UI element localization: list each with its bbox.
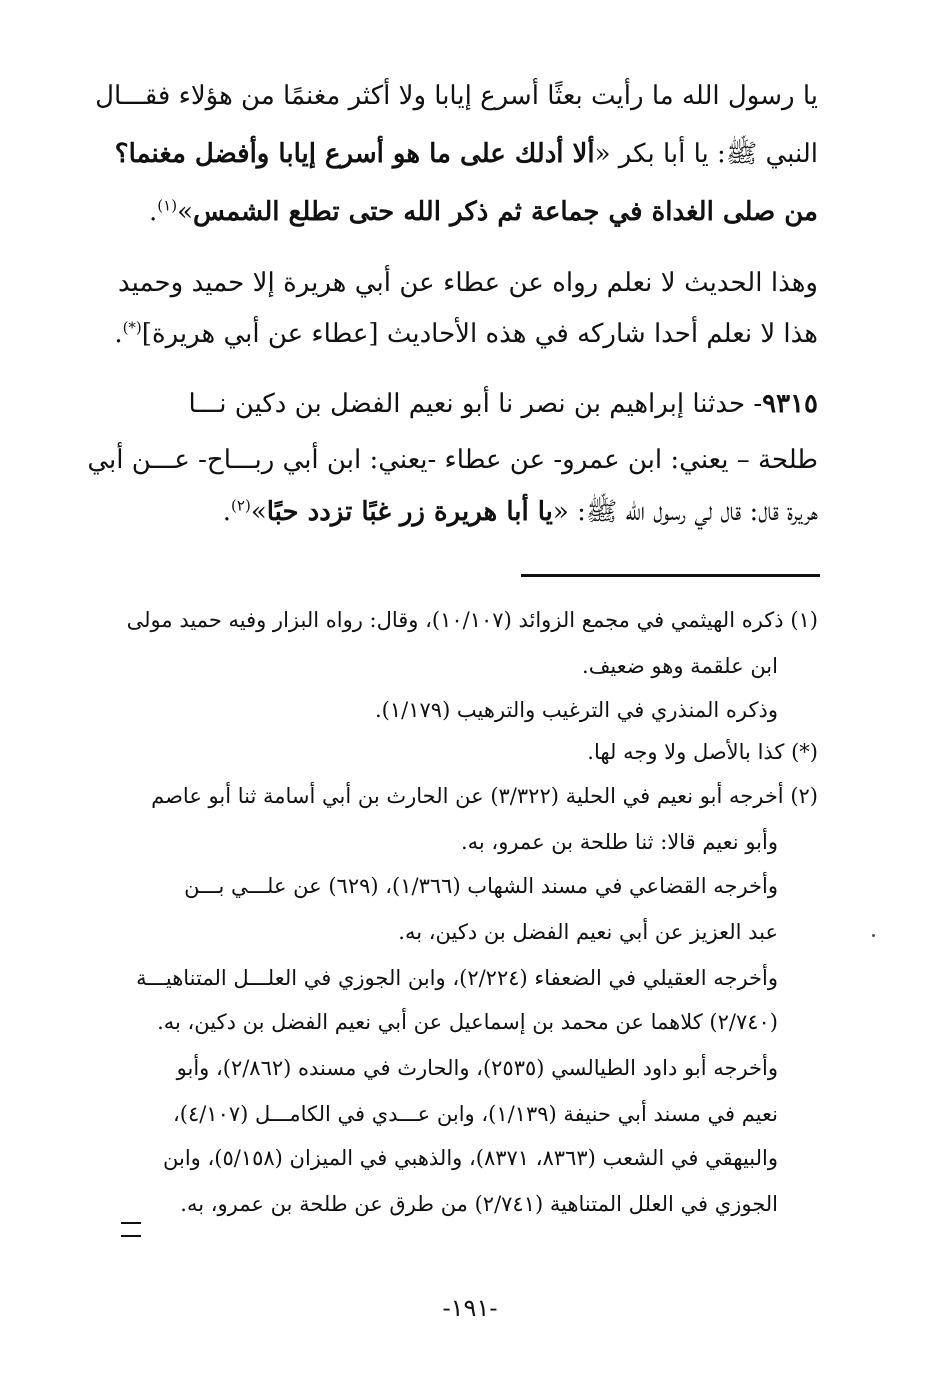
footnote-line: (٢) أخرجه أبو نعيم في الحلية (٣/٣٢٢) عن الحارث بن أبي أسامة ثنا أبو عاصم <box>151 784 818 808</box>
period: . <box>222 497 232 527</box>
footnote-line: عبد العزيز عن أبي نعيم الفضل بن دكين، به. <box>398 920 778 944</box>
hadith-number: ٩٣١٥ <box>762 389 818 419</box>
text-line-5 <box>114 314 818 354</box>
text-line-8 <box>118 492 818 532</box>
text-line-7 <box>87 440 818 480</box>
footnote-line: وأبو نعيم قالا: ثنا طلحة بن عمرو، به. <box>460 830 778 854</box>
hadith-text-bold: ألا أدلك على ما هو أسرع إيابا وأفضل مغنما؟ <box>114 139 595 169</box>
text-line-8-start: هريرة قال: قال لي رسول الله ﷺ: « <box>552 497 818 527</box>
text-line-2 <box>114 134 818 174</box>
text-line-4-content: وهذا الحديث لا نعلم رواه عن عطاء عن أبي هريرة إلا حميد وحميد <box>118 268 818 298</box>
period: . <box>149 197 158 227</box>
text-line-6 <box>118 384 818 424</box>
footnote-line: وذكره المنذري في الترغيب والترهيب (١/١٧٩). <box>374 698 778 722</box>
footnote-line: وأخرجه القضاعي في مسند الشهاب (١/٣٦٦)، (٦٢٩) عن علـــي بـــن <box>184 874 778 898</box>
text-line-5-content: هذا لا نعلم أحدا شاركه في هذه الأحاديث [عطاء عن أبي هريرة] <box>141 319 818 349</box>
text-line-2-start: النبي ﷺ: يا أبا بكر « <box>594 139 818 169</box>
footnote-line: (*) كذا بالأصل ولا وجه لها. <box>587 740 818 764</box>
page-number: -١٩١- <box>442 1294 498 1322</box>
text-line-4 <box>118 263 818 303</box>
footnote-ref-star: (*) <box>122 318 142 337</box>
hadith-matn-bold: يا أبا هريرة زر غبًا تزدد حبًا <box>266 497 553 527</box>
scan-speck <box>872 934 875 937</box>
footnote-line: ابن علقمة وهو ضعيف. <box>582 654 778 678</box>
isnad-text: - حدثنا إبراهيم بن نصر نا أبو نعيم الفضل بن دكين نـــا <box>188 389 763 419</box>
quote-close: » <box>250 497 267 527</box>
text-line-7-content: طلحة – يعني: ابن عمرو- عن عطاء -يعني: ابن أبي ربـــاح- عـــن أبي <box>87 445 818 475</box>
footnote-line: والبيهقي في الشعب (٨٣٦٣، ٨٣٧١)، والذهبي في الميزان (٥/١٥٨)، وابن <box>163 1146 778 1170</box>
footnote-line: الجوزي في العلل المتناهية (٢/٧٤١) من طرق عن طلحة بن عمرو، به. <box>180 1192 778 1216</box>
footnote-line: (٢/٧٤٠) كلاهما عن محمد بن إسماعيل عن أبي نعيم الفضل بن دكين، به. <box>157 1010 778 1034</box>
footnote-separator <box>521 574 820 577</box>
footnote-ref-1: (١) <box>157 196 178 215</box>
text-line-1 <box>95 76 818 116</box>
quote-close: » <box>177 197 193 227</box>
hadith-text-bold-cont: من صلى الغداة في جماعة ثم ذكر الله حتى تطلع الشمس <box>192 197 818 227</box>
footnote-line: (١) ذكره الهيثمي في مجمع الزوائد (١٠/١٠٧)، وقال: رواه البزار وفيه حميد مولى <box>126 608 818 632</box>
footnote-ref-2: (٢) <box>231 496 251 515</box>
period: . <box>114 319 123 349</box>
text-line-1-content: يا رسول الله ما رأيت بعثًا أسرع إيابا ولا أكثر مغنمًا من هؤلاء فقـــال <box>95 81 818 111</box>
continuation-mark <box>121 1222 141 1237</box>
text-line-3 <box>118 192 818 232</box>
footnote-line: نعيم في مسند أبي حنيفة (١/١٣٩)، وابن عـــدي في الكامـــل (٤/١٠٧)، <box>172 1102 778 1126</box>
footnote-line: وأخرجه العقيلي في الضعفاء (٢/٢٢٤)، وابن الجوزي في العلـــل المتناهيـــة <box>136 966 778 990</box>
footnote-line: وأخرجه أبو داود الطيالسي (٢٥٣٥)، والحارث في مسنده (٢/٨٦٢)، وأبو <box>176 1056 778 1080</box>
